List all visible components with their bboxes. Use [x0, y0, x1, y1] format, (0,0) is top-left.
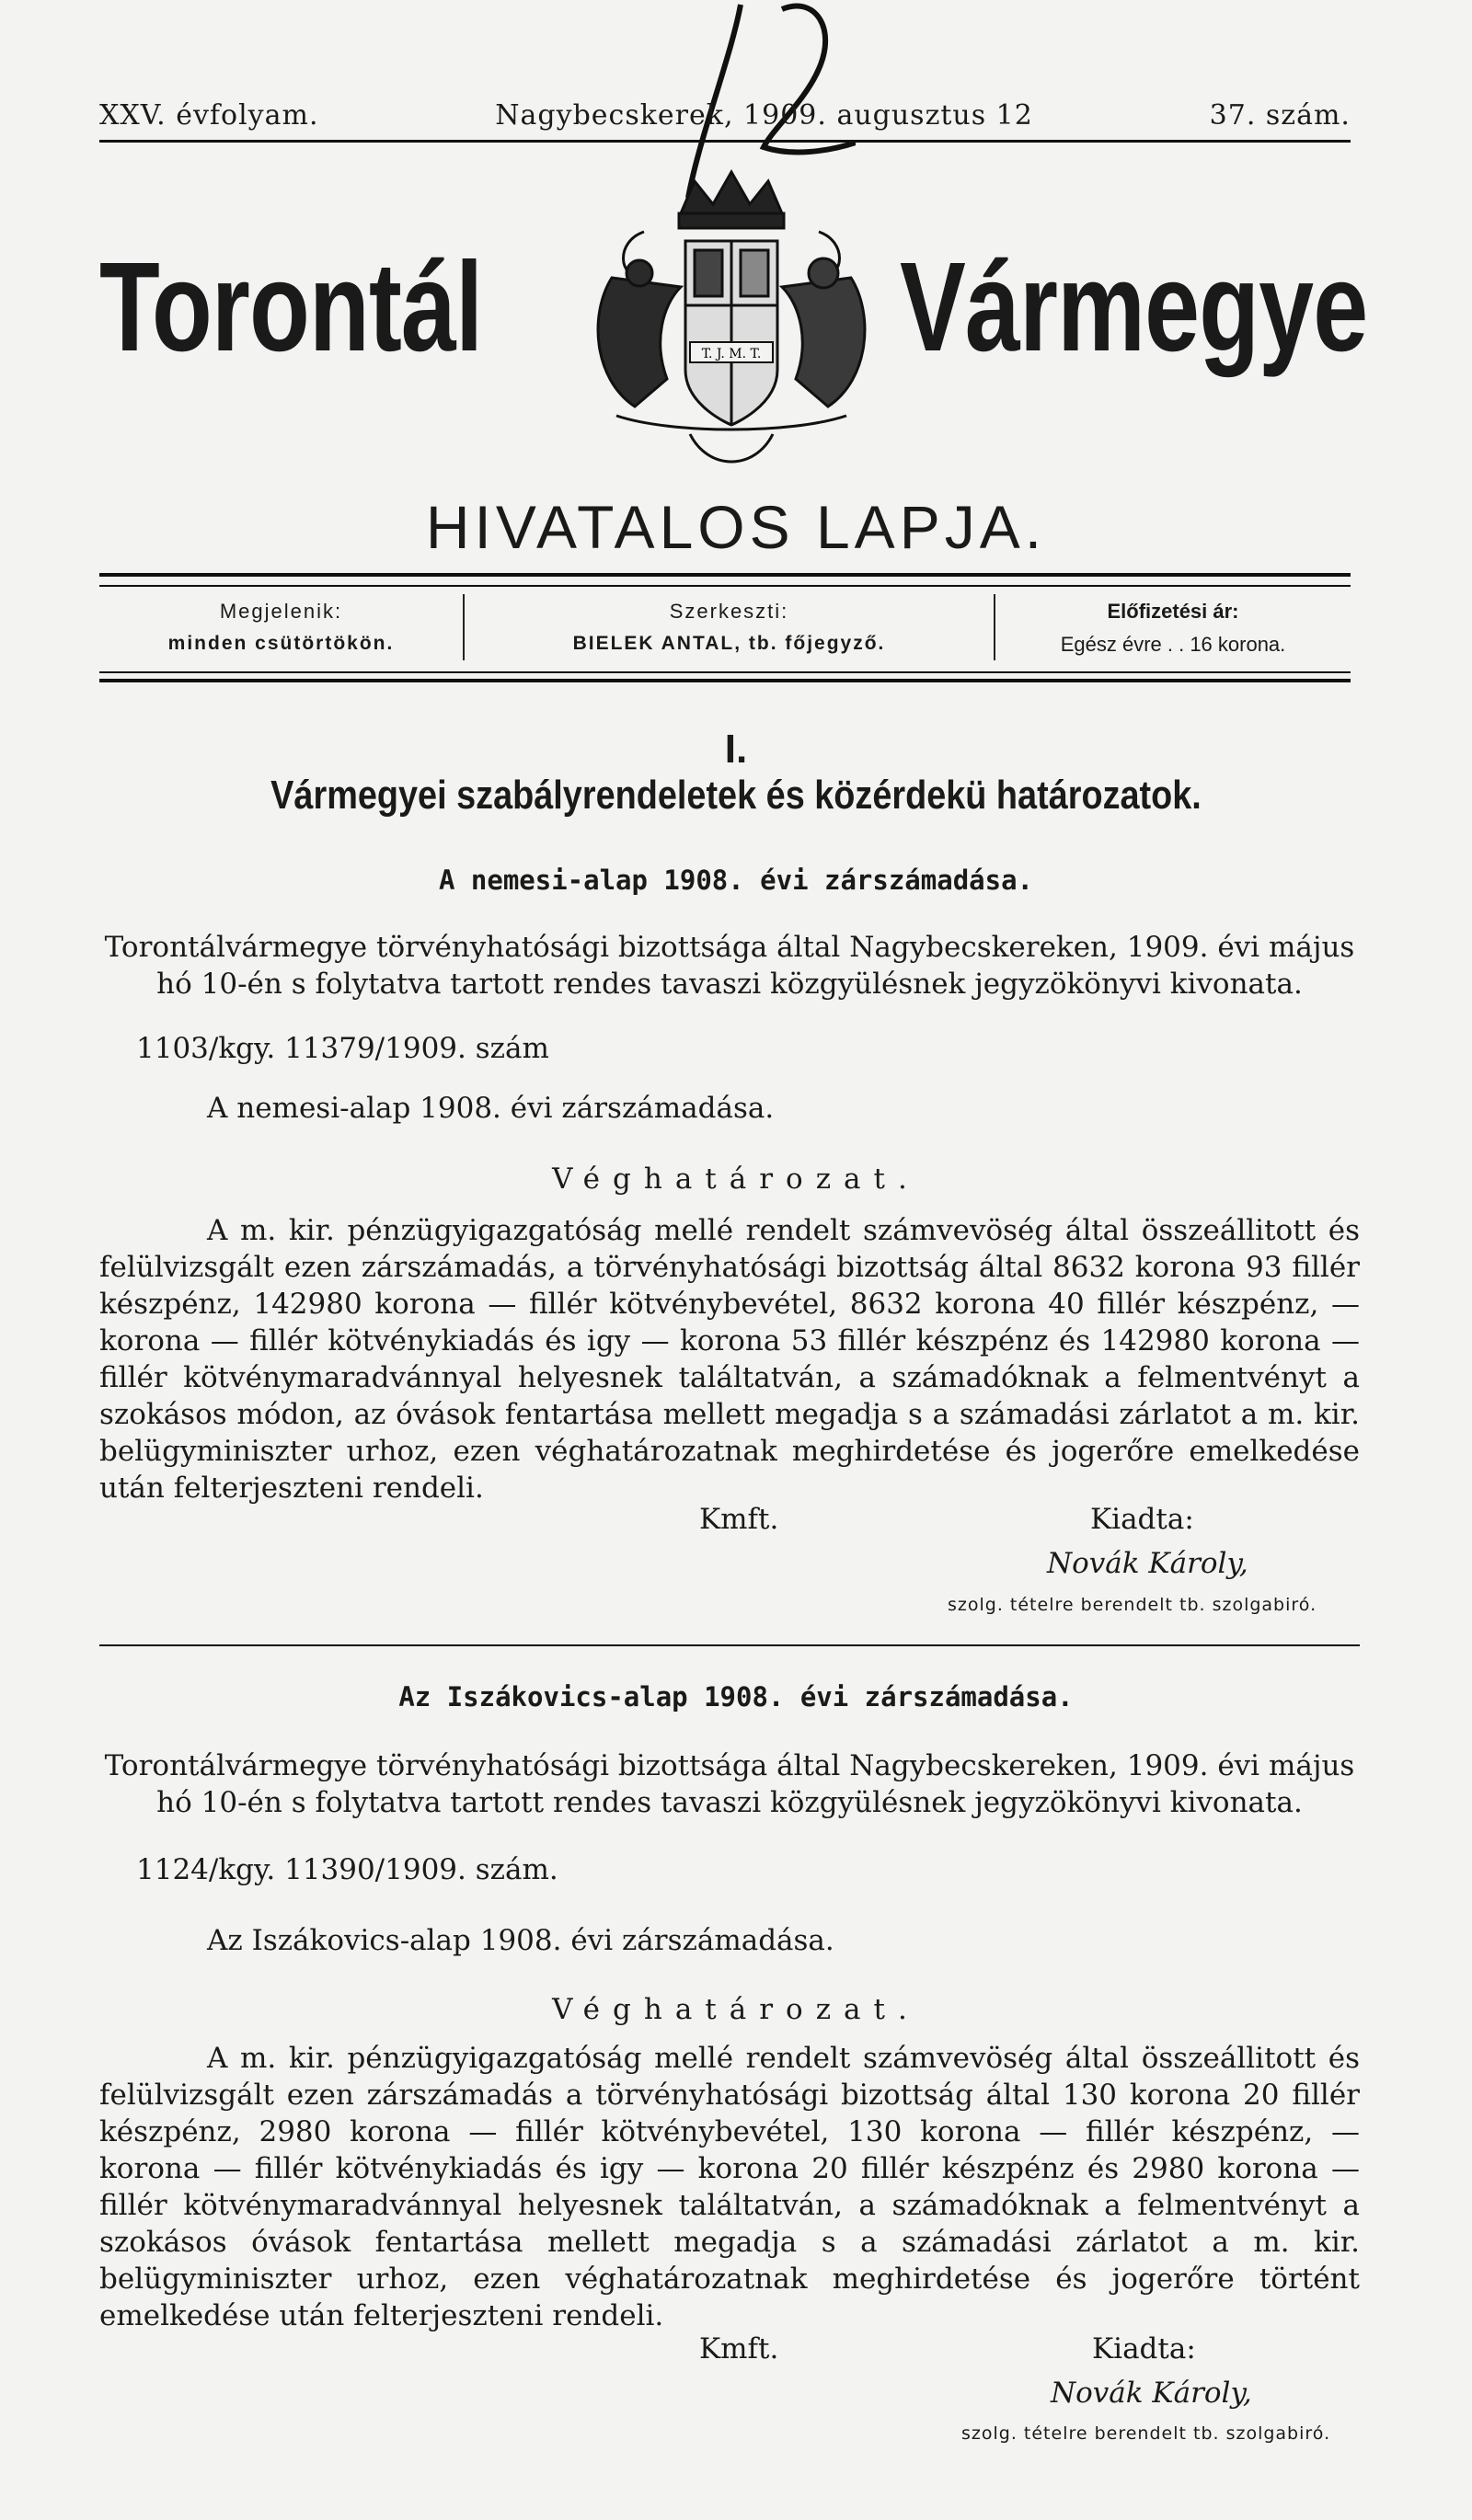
crest-label: T. J. M. T.: [701, 347, 762, 361]
place-date: Nagybecskerek, 1909. augusztus 12: [495, 99, 1033, 132]
title-left: Torontál: [99, 236, 483, 378]
article2-signer: Novák Károly,: [1051, 2377, 1252, 2410]
coat-of-arms-icon: [580, 158, 883, 480]
info-rule-top-thin: [99, 585, 1351, 587]
section-title: Vármegyei szabályrendeletek és közérdekü határozatok.: [270, 773, 1202, 818]
price-label: Előfizetési ár:: [1107, 600, 1239, 623]
article1-intro: Torontálvármegye törvényhatósági bizottsága által Nagybecskereken, 1909. évi május hó 10-én s folytatva tartott rendes tavaszi közgyülésnek jegyzökönyvi kivonata.: [104, 931, 1355, 1001]
article1-heading: A nemesi-alap 1908. évi zárszámadása.: [438, 865, 1033, 896]
volume-label: XXV. évfolyam.: [99, 99, 319, 132]
article2-role: szolg. tételre berendelt tb. szolgabiró.: [961, 2423, 1331, 2444]
subtitle: HIVATALOS LAPJA.: [425, 493, 1047, 561]
section-number: I.: [724, 727, 748, 772]
article2-number: 1124/kgy. 11390/1909. szám.: [136, 1853, 558, 1886]
title-right: Vármegye: [900, 236, 1368, 378]
article-separator: [99, 1644, 1360, 1646]
appears-label: Megjelenik:: [219, 600, 343, 623]
article1-subject: A nemesi-alap 1908. évi zárszámadása.: [207, 1092, 775, 1125]
editor-label: Szerkeszti:: [669, 600, 789, 623]
article2-decision: Véghatározat.: [552, 1993, 920, 2026]
article2-issued: Kiadta:: [1092, 2332, 1196, 2365]
editor-box: [465, 600, 994, 655]
editor-value: BIELEK ANTAL, tb. főjegyző.: [572, 633, 886, 654]
issue-number: 37. szám.: [1209, 99, 1351, 132]
info-rule-top: [99, 573, 1351, 577]
appears-box: [99, 600, 463, 655]
article1-signer: Novák Károly,: [1047, 1547, 1248, 1580]
masthead-line: [99, 99, 1351, 136]
article2-subject: Az Iszákovics-alap 1908. évi zárszámadása.: [207, 1924, 834, 1957]
article1-role: szolg. tételre berendelt tb. szolgabiró.: [948, 1595, 1317, 1615]
article1-kmft: Kmft.: [699, 1503, 779, 1536]
masthead-rule: [99, 140, 1351, 143]
article1-decision: Véghatározat.: [552, 1163, 920, 1196]
article1-body: A m. kir. pénzügyigazgatóság mellé rendelt számvevöség által összeállitott és felülvizsgált ezen zárszámadás, a törvényhatósági bizottság által 8632 korona 93 fillér készpénz, 142980 korona — fillér kötvénybevétel, 8632 korona 40 fillér készpénz, — korona — fillér kötvénykiadás és igy — korona 53 fillér készpénz és 142980 korona — fillér kötvénymaradvánnyal helyesnek találtatván, a számadóknak a felmentvényt a szokásos módon, az óvások fentartása mellett megadja s a számadási zárlatot a m. kir. belügyminiszter urhoz, ezen véghatározatnak meghirdetése és jogerőre emelkedése után felterjeszteni rendeli.: [99, 1214, 1360, 1505]
info-rule-bottom-thin: [99, 671, 1351, 673]
article2-body: A m. kir. pénzügyigazgatóság mellé rendelt számvevöség által összeállitott és felülvizsgált ezen zárszámadás a törvényhatósági bizottság által 130 korona 20 fillér készpénz, 2980 korona — fillér kötvénybevétel, 130 korona — fillér készpénz, — korona — fillér kötvénykiadás és igy — korona 20 fillér készpénz és 2980 korona — fillér kötvénymaradvánnyal helyesnek találtatván, a számadóknak a felmentvényt a szokásos óvások fentartása mellett megadja s a számadási zárlatot a m. kir. belügyminiszter urhoz, ezen véghatározatnak meghirdetése és jogerőre történt emelkedése után felterjeszteni rendeli.: [99, 2042, 1360, 2332]
article1-number: 1103/kgy. 11379/1909. szám: [136, 1032, 549, 1065]
price-box: [995, 600, 1351, 657]
article2-kmft: Kmft.: [699, 2332, 779, 2365]
article1-issued: Kiadta:: [1090, 1503, 1194, 1536]
article2-heading: Az Iszákovics-alap 1908. évi zárszámadása.: [398, 1681, 1074, 1712]
info-rule-bottom: [99, 679, 1351, 682]
appears-value: minden csütörtökön.: [167, 633, 395, 654]
article2-intro: Torontálvármegye törvényhatósági bizottsága által Nagybecskereken, 1909. évi május hó 10-én s folytatva tartott rendes tavaszi közgyülésnek jegyzökönyvi kivonata.: [104, 1749, 1355, 1819]
price-value: Egész évre . . 16 korona.: [1060, 633, 1286, 656]
